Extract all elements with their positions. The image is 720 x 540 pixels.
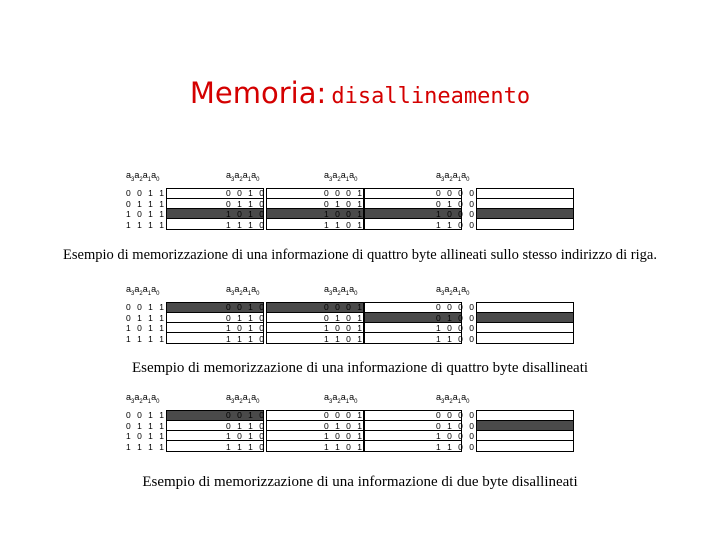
address-bit-header — [436, 284, 469, 300]
address-bit-header — [436, 392, 469, 408]
header-letter: a — [461, 284, 467, 294]
header-index: 3 — [441, 398, 445, 405]
header-index: 0 — [256, 176, 260, 183]
header-letter: a — [349, 392, 355, 402]
header-letter: a — [340, 284, 346, 294]
header-index: 0 — [354, 398, 358, 405]
header-letter: a — [444, 392, 450, 402]
row-address: 1 1 0 1 — [324, 441, 364, 452]
row-address: 0 0 1 0 — [226, 188, 266, 198]
header-index: 1 — [457, 176, 462, 183]
header-index: 1 — [345, 398, 350, 405]
memory-row — [477, 441, 573, 451]
row-address: 1 1 1 0 — [226, 333, 266, 344]
header-index: 3 — [231, 398, 235, 405]
caption-aligned: Esempio di memorizzazione di una informazione di quattro byte allineati sullo stesso indirizzo di riga. — [63, 247, 657, 263]
row-address: 1 0 0 0 — [436, 209, 476, 219]
address-column — [226, 188, 266, 230]
memory-rows — [476, 188, 574, 230]
header-letter: a — [142, 170, 148, 180]
memory-row — [477, 199, 573, 209]
address-bit-header — [126, 284, 159, 300]
header-letter: a — [324, 284, 330, 294]
row-address: 1 0 0 0 — [436, 323, 476, 333]
memory-rows — [476, 302, 574, 344]
header-index: 2 — [449, 398, 453, 405]
header-letter: a — [134, 284, 140, 294]
row-address: 1 0 1 1 — [126, 323, 166, 333]
row-address: 0 0 1 1 — [126, 410, 166, 420]
header-letter: a — [226, 284, 232, 294]
row-address: 0 0 1 0 — [226, 410, 266, 420]
row-address: 1 1 0 1 — [324, 333, 364, 344]
header-letter: a — [142, 284, 148, 294]
address-column — [226, 302, 266, 344]
row-address: 1 0 0 1 — [324, 431, 364, 441]
header-letter: a — [461, 392, 467, 402]
header-index: 3 — [131, 290, 135, 297]
header-index: 2 — [239, 176, 243, 183]
header-letter: a — [452, 284, 458, 294]
address-bit-header — [324, 170, 357, 186]
memory-row — [477, 189, 573, 199]
row-address: 0 1 1 1 — [126, 198, 166, 209]
header-letter: a — [349, 284, 355, 294]
address-column — [436, 410, 476, 452]
header-index: 0 — [256, 398, 260, 405]
header-index: 3 — [131, 398, 135, 405]
header-index: 3 — [231, 290, 235, 297]
header-index: 0 — [354, 176, 358, 183]
address-bit-header — [126, 170, 159, 186]
row-address: 0 1 1 1 — [126, 420, 166, 431]
memory-row-occupied — [477, 421, 573, 431]
caption-misaligned-two-bytes: Esempio di memorizzazione di una informazione di due byte disallineati — [142, 474, 578, 490]
header-index: 1 — [345, 290, 350, 297]
header-letter: a — [349, 170, 355, 180]
memory-row-occupied — [477, 209, 573, 219]
header-letter: a — [226, 392, 232, 402]
diagram-aligned — [126, 168, 540, 242]
header-index: 0 — [354, 290, 358, 297]
header-letter: a — [226, 170, 232, 180]
address-column — [126, 410, 166, 452]
header-letter: a — [332, 392, 338, 402]
header-index: 3 — [131, 176, 135, 183]
row-address: 1 1 0 0 — [436, 333, 476, 344]
address-bit-header — [226, 284, 259, 300]
header-letter: a — [332, 284, 338, 294]
row-address: 0 1 1 0 — [226, 312, 266, 323]
header-letter: a — [251, 284, 257, 294]
header-index: 2 — [239, 290, 243, 297]
address-bit-header — [126, 392, 159, 408]
memory-rows — [476, 410, 574, 452]
row-address: 1 0 1 0 — [226, 323, 266, 333]
header-index: 2 — [337, 290, 341, 297]
header-letter: a — [126, 284, 132, 294]
header-letter: a — [436, 170, 442, 180]
row-address: 1 1 0 0 — [436, 441, 476, 452]
row-address: 0 1 0 0 — [436, 420, 476, 431]
header-letter: a — [151, 170, 157, 180]
header-letter: a — [332, 170, 338, 180]
row-address: 0 1 0 0 — [436, 312, 476, 323]
header-index: 3 — [441, 290, 445, 297]
caption-misaligned-four-bytes: Esempio di memorizzazione di una informazione di quattro byte disallineati — [131, 360, 589, 376]
header-letter: a — [340, 392, 346, 402]
header-letter: a — [436, 392, 442, 402]
header-index: 3 — [231, 176, 235, 183]
memory-row — [477, 323, 573, 333]
address-column — [436, 188, 476, 230]
header-letter: a — [251, 170, 257, 180]
address-column — [226, 410, 266, 452]
address-bit-header — [226, 392, 259, 408]
header-index: 2 — [449, 176, 453, 183]
memory-row-occupied — [477, 313, 573, 323]
header-letter: a — [324, 392, 330, 402]
address-bit-header — [226, 170, 259, 186]
header-letter: a — [234, 170, 240, 180]
header-index: 1 — [147, 290, 152, 297]
header-index: 1 — [247, 176, 252, 183]
address-column — [126, 188, 166, 230]
memory-row — [477, 411, 573, 421]
row-address: 1 0 1 1 — [126, 209, 166, 219]
row-address: 0 1 0 1 — [324, 198, 364, 209]
row-address: 0 0 1 1 — [126, 302, 166, 312]
diagram-misaligned-four-bytes — [126, 282, 540, 356]
row-address: 1 1 1 0 — [226, 441, 266, 452]
row-address: 1 1 1 0 — [226, 219, 266, 230]
slide-title — [0, 76, 720, 110]
header-letter: a — [234, 392, 240, 402]
header-index: 0 — [156, 290, 160, 297]
header-letter: a — [436, 284, 442, 294]
address-bit-header — [436, 170, 469, 186]
row-address: 1 1 1 1 — [126, 219, 166, 230]
header-index: 2 — [139, 290, 143, 297]
header-index: 2 — [239, 398, 243, 405]
address-column — [324, 188, 364, 230]
header-index: 3 — [329, 176, 333, 183]
address-column — [126, 302, 166, 344]
header-index: 1 — [147, 398, 152, 405]
header-letter: a — [251, 392, 257, 402]
header-index: 1 — [247, 290, 252, 297]
header-index: 0 — [466, 176, 470, 183]
memory-row — [477, 219, 573, 229]
header-letter: a — [242, 170, 248, 180]
memory-row — [477, 333, 573, 343]
row-address: 0 1 0 1 — [324, 312, 364, 323]
header-letter: a — [151, 392, 157, 402]
row-address: 0 1 1 0 — [226, 420, 266, 431]
header-index: 2 — [337, 398, 341, 405]
header-index: 3 — [441, 176, 445, 183]
address-column — [436, 302, 476, 344]
row-address: 0 0 0 1 — [324, 410, 364, 420]
header-index: 2 — [449, 290, 453, 297]
row-address: 0 0 0 0 — [436, 410, 476, 420]
header-index: 2 — [139, 176, 143, 183]
header-index: 1 — [457, 398, 462, 405]
header-letter: a — [134, 392, 140, 402]
header-letter: a — [134, 170, 140, 180]
header-letter: a — [452, 170, 458, 180]
row-address: 1 1 1 1 — [126, 441, 166, 452]
address-column — [324, 302, 364, 344]
header-letter: a — [126, 170, 132, 180]
diagram-misaligned-two-bytes — [126, 390, 540, 464]
header-letter: a — [234, 284, 240, 294]
row-address: 0 0 0 0 — [436, 188, 476, 198]
header-index: 1 — [345, 176, 350, 183]
header-index: 3 — [329, 290, 333, 297]
row-address: 0 0 1 1 — [126, 188, 166, 198]
header-index: 1 — [147, 176, 152, 183]
header-index: 2 — [337, 176, 341, 183]
memory-row — [477, 303, 573, 313]
address-bit-header — [324, 392, 357, 408]
title-part2: disallineamento — [331, 84, 531, 109]
address-bit-header — [324, 284, 357, 300]
header-index: 2 — [139, 398, 143, 405]
header-index: 0 — [156, 398, 160, 405]
row-address: 1 1 0 0 — [436, 219, 476, 230]
title-part1: Memoria: — [189, 76, 327, 110]
row-address: 1 0 0 0 — [436, 431, 476, 441]
row-address: 0 1 0 0 — [436, 198, 476, 209]
row-address: 0 0 0 0 — [436, 302, 476, 312]
header-letter: a — [242, 284, 248, 294]
row-address: 1 1 1 1 — [126, 333, 166, 344]
row-address: 1 0 1 1 — [126, 431, 166, 441]
address-column — [324, 410, 364, 452]
header-index: 0 — [156, 176, 160, 183]
row-address: 1 0 0 1 — [324, 209, 364, 219]
row-address: 0 0 1 0 — [226, 302, 266, 312]
header-index: 0 — [466, 290, 470, 297]
header-index: 1 — [247, 398, 252, 405]
header-letter: a — [444, 170, 450, 180]
memory-row — [477, 431, 573, 441]
header-letter: a — [461, 170, 467, 180]
header-letter: a — [142, 392, 148, 402]
header-index: 3 — [329, 398, 333, 405]
header-index: 0 — [256, 290, 260, 297]
header-index: 1 — [457, 290, 462, 297]
row-address: 0 1 1 0 — [226, 198, 266, 209]
row-address: 1 0 0 1 — [324, 323, 364, 333]
header-letter: a — [324, 170, 330, 180]
row-address: 0 1 0 1 — [324, 420, 364, 431]
row-address: 0 0 0 1 — [324, 188, 364, 198]
header-letter: a — [126, 392, 132, 402]
header-letter: a — [452, 392, 458, 402]
header-letter: a — [340, 170, 346, 180]
row-address: 1 1 0 1 — [324, 219, 364, 230]
header-letter: a — [242, 392, 248, 402]
row-address: 0 0 0 1 — [324, 302, 364, 312]
row-address: 1 0 1 0 — [226, 431, 266, 441]
header-index: 0 — [466, 398, 470, 405]
header-letter: a — [444, 284, 450, 294]
header-letter: a — [151, 284, 157, 294]
row-address: 0 1 1 1 — [126, 312, 166, 323]
row-address: 1 0 1 0 — [226, 209, 266, 219]
